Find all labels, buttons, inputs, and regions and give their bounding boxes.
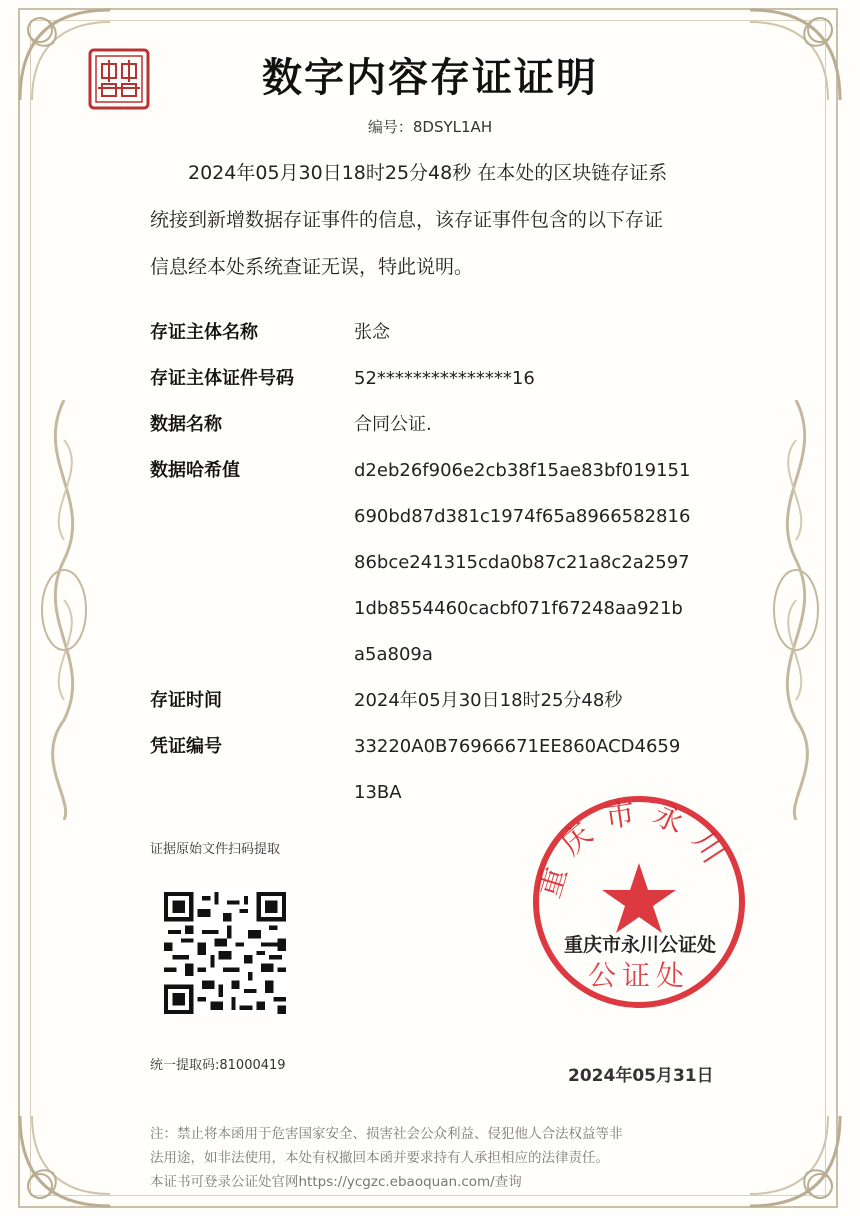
- field-label: 凭证编号: [150, 736, 222, 757]
- side-ornament-icon: [24, 400, 104, 820]
- field-label: 存证主体名称: [150, 322, 258, 343]
- official-seal-icon: [530, 793, 748, 1011]
- field-value: 52***************16: [354, 368, 535, 389]
- seal-notary-name: 重庆市永川公证处: [563, 934, 716, 956]
- voucher-line: 13BA: [354, 782, 402, 803]
- svg-text:重庆市永川: 重庆市永川: [532, 794, 739, 902]
- issue-date: 2024年05月31日: [568, 1066, 714, 1086]
- note-line: 法用途，如非法使用，本处有权撤回本函并要求持有人承担相应的法律责任。: [150, 1150, 609, 1166]
- extraction-code: 统一提取码:81000419: [150, 1058, 286, 1073]
- field-label: 数据名称: [150, 414, 222, 435]
- field-value: 合同公证.: [354, 414, 432, 435]
- side-ornament-icon: [756, 400, 836, 820]
- hash-line: 1db8554460cacbf071f67248aa921b: [354, 598, 683, 619]
- voucher-line: 33220A0B76966671EE860ACD4659: [354, 736, 681, 757]
- intro-paragraph: [150, 150, 730, 291]
- field-value: 2024年05月30日18时25分48秒: [354, 690, 623, 711]
- hash-line: a5a809a: [354, 644, 433, 665]
- corner-ornament-icon: [740, 1106, 850, 1216]
- qr-caption: 证据原始文件扫码提取: [150, 842, 281, 857]
- svg-text:公证处: 公证处: [587, 959, 691, 992]
- qr-code-icon[interactable]: [164, 892, 286, 1014]
- field-label: 数据哈希值: [150, 460, 240, 481]
- field-label: 存证时间: [150, 690, 222, 711]
- hash-line: 690bd87d381c1974f65a8966582816: [354, 506, 691, 527]
- corner-ornament-icon: [10, 1106, 120, 1216]
- intro-line: 统接到新增数据存证事件的信息，该存证事件包含的以下存证: [150, 209, 664, 231]
- serial-number: 编号：8DSYL1AH: [367, 118, 493, 136]
- note-line: 注：禁止将本函用于危害国家安全、损害社会公众利益、侵犯他人合法权益等非: [150, 1126, 623, 1142]
- hash-line: d2eb26f906e2cb38f15ae83bf019151: [354, 460, 691, 481]
- intro-line: 2024年05月30日18时25分48秒 在本处的区块链存证系: [188, 162, 668, 184]
- field-value: [354, 448, 734, 678]
- intro-line: 信息经本处系统查证无误，特此说明。: [150, 256, 474, 278]
- document-title: 数字内容存证证明: [262, 55, 598, 101]
- field-label: 存证主体证件号码: [150, 368, 294, 389]
- note-line: 本证书可登录公证处官网https://ycgzc.ebaoquan.com/查询: [150, 1174, 522, 1190]
- footer-notes: [150, 1122, 730, 1194]
- field-value: 张念: [354, 322, 390, 343]
- hash-line: 86bce241315cda0b87c21a8c2a2597: [354, 552, 690, 573]
